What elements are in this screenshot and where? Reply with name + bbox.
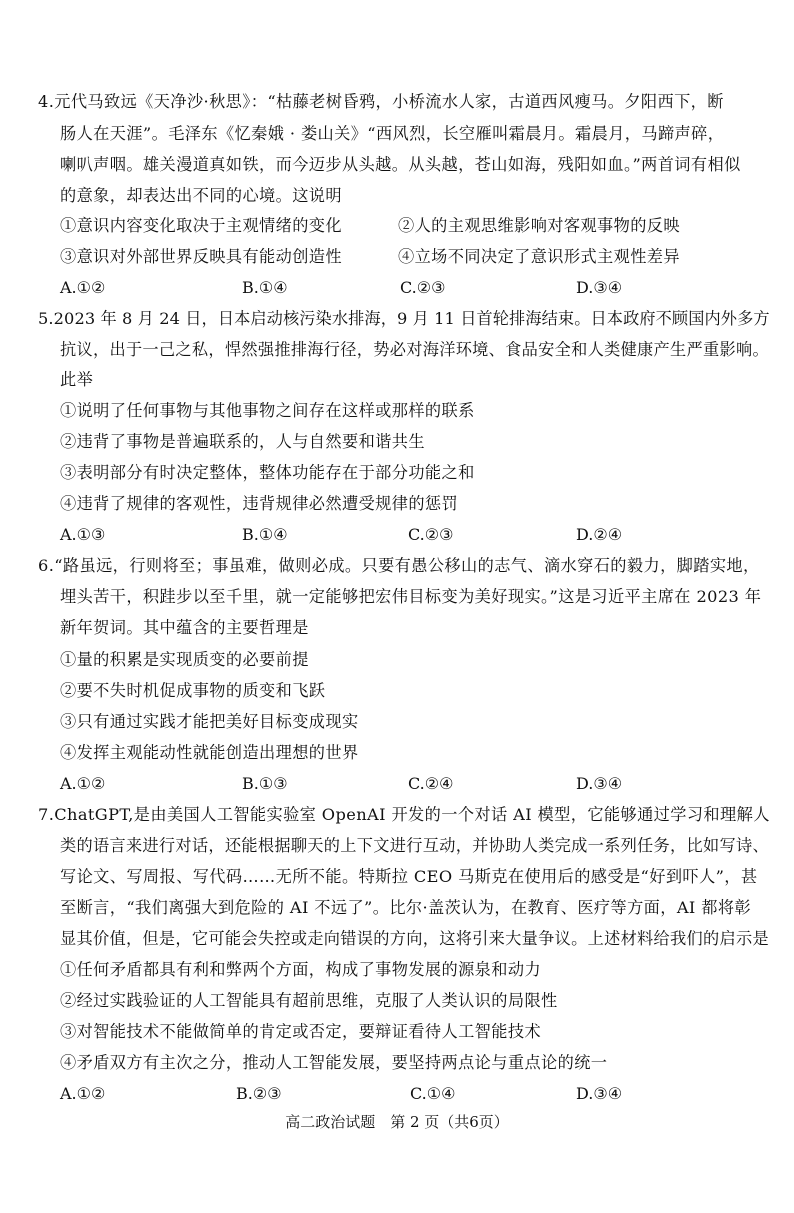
answer-option-c: C.②③	[400, 278, 446, 297]
question-stem-line: 4.元代马致远《天净沙·秋思》：“枯藤老树昏鸦，小桥流水人家，古道西风瘦马。夕阳西下，断	[38, 92, 724, 111]
choice-statement: ①量的积累是实现质变的必要前提	[60, 650, 309, 669]
answer-option-d: D.③④	[576, 774, 623, 793]
question-stem-line: 6.“路虽远，行则将至；事虽难，做则必成。只要有愚公移山的志气、滴水穿石的毅力，脚踏实地，	[38, 556, 760, 575]
answer-option-a: A.①②	[60, 774, 106, 793]
answer-option-b: B.②③	[236, 1084, 282, 1103]
question-stem-line: 显其价值，但是，它可能会失控或走向错误的方向，这将引来大量争议。上述材料给我们的启示是	[60, 929, 769, 948]
answer-option-d: D.③④	[576, 278, 623, 297]
question-stem-line: 此举	[60, 370, 94, 389]
choice-statement: ①意识内容变化取决于主观情绪的变化	[60, 216, 342, 235]
question-stem-line: 类的语言来进行对话，还能根据聊天的上下文进行互动，并协助人类完成一系列任务，比如写诗、	[60, 836, 769, 855]
answer-option-b: B.①④	[242, 525, 288, 544]
choice-statement: ②违背了事物是普遍联系的，人与自然要和谐共生	[60, 432, 425, 451]
question-stem-line: 的意象，却表达出不同的心境。这说明	[60, 186, 342, 205]
choice-statement: ③只有通过实践才能把美好目标变成现实	[60, 712, 359, 731]
question-stem-line: 肠人在天涯”。毛泽东《忆秦娥 · 娄山关》“西风烈，长空雁叫霜晨月。霜晨月，马蹄声碎，	[60, 124, 725, 143]
answer-option-c: C.①④	[410, 1084, 456, 1103]
question-stem-line: 新年贺词。其中蕴含的主要哲理是	[60, 618, 309, 637]
answer-option-d: D.②④	[576, 525, 623, 544]
answer-option-c: C.②③	[408, 525, 454, 544]
choice-statement: ④违背了规律的客观性，违背规律必然遭受规律的惩罚	[60, 494, 459, 513]
page-footer: 高二政治试题 第 2 页（共6页）	[285, 1113, 509, 1131]
choice-statement: ③意识对外部世界反映具有能动创造性	[60, 247, 342, 266]
answer-option-a: A.①②	[60, 278, 106, 297]
choice-statement: ①说明了任何事物与其他事物之间存在这样或那样的联系	[60, 401, 475, 420]
answer-option-b: B.①③	[242, 774, 288, 793]
choice-statement: ③对智能技术不能做简单的肯定或否定，要辩证看待人工智能技术	[60, 1022, 542, 1041]
choice-statement: ②人的主观思维影响对客观事物的反映	[398, 216, 680, 235]
answer-option-d: D.③④	[576, 1084, 623, 1103]
choice-statement: ④矛盾双方有主次之分，推动人工智能发展，要坚持两点论与重点论的统一	[60, 1053, 608, 1072]
answer-option-a: A.①③	[60, 525, 106, 544]
choice-statement: ②要不失时机促成事物的质变和飞跃	[60, 681, 326, 700]
choice-statement: ②经过实践验证的人工智能具有超前思维，克服了人类认识的局限性	[60, 991, 558, 1010]
question-stem-line: 5.2023 年 8 月 24 日，日本启动核污染水排海，9 月 11 日首轮排海结束。日本政府不顾国内外多方	[38, 309, 770, 328]
answer-option-c: C.②④	[408, 774, 454, 793]
choice-statement: ③表明部分有时决定整体，整体功能存在于部分功能之和	[60, 463, 475, 482]
choice-statement: ④发挥主观能动性就能创造出理想的世界	[60, 743, 359, 762]
question-stem-line: 埋头苦干，积跬步以至千里，就一定能够把宏伟目标变为美好现实。”这是习近平主席在 2023 年	[60, 587, 762, 606]
answer-option-b: B.①④	[242, 278, 288, 297]
question-stem-line: 至断言，“我们离强大到危险的 AI 不远了”。比尔·盖茨认为，在教育、医疗等方面，AI 都将彰	[60, 898, 752, 917]
question-stem-line: 写论文、写周报、写代码……无所不能。特斯拉 CEO 马斯克在使用后的感受是“好到吓人”，甚	[60, 867, 758, 886]
answer-option-a: A.①②	[60, 1084, 106, 1103]
question-stem-line: 7.ChatGPT,是由美国人工智能实验室 OpenAI 开发的一个对话 AI 模型，它能够通过学习和理解人	[38, 805, 770, 824]
question-stem-line: 喇叭声咽。雄关漫道真如铁，而今迈步从头越。从头越，苍山如海，残阳如血。”两首词有相似	[60, 155, 741, 174]
question-stem-line: 抗议，出于一己之私，悍然强推排海行径，势必对海洋环境、食品安全和人类健康产生严重影响。	[60, 340, 769, 359]
choice-statement: ④立场不同决定了意识形式主观性差异	[398, 247, 680, 266]
choice-statement: ①任何矛盾都具有利和弊两个方面，构成了事物发展的源泉和动力	[60, 960, 542, 979]
